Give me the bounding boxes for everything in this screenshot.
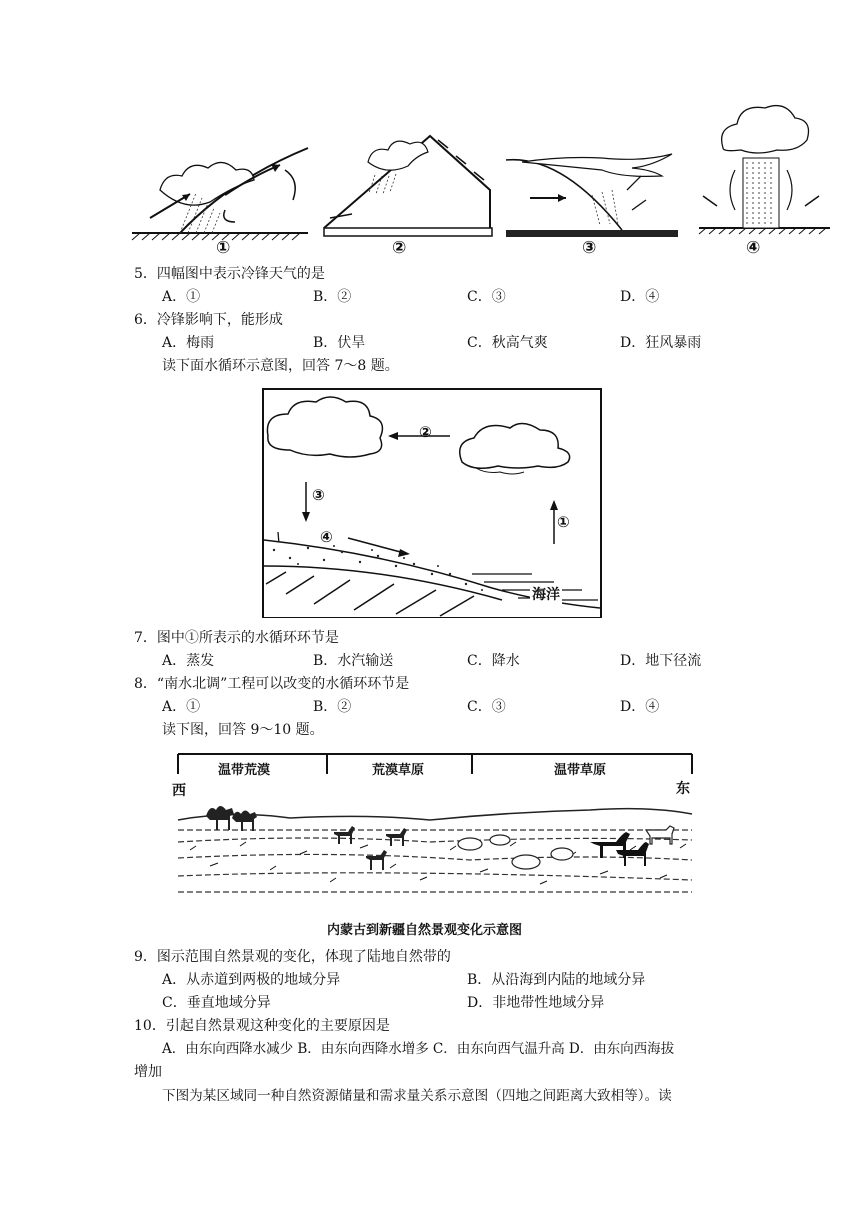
fronts-figure bbox=[120, 100, 840, 265]
front-label-1: ① bbox=[216, 238, 231, 258]
q6-option-d: D．狂风暴雨 bbox=[620, 335, 702, 351]
q5-option-c: C．③ bbox=[467, 289, 506, 305]
water-label-4: ④ bbox=[320, 528, 333, 546]
water-label-1: ① bbox=[557, 513, 570, 531]
zone-desert-steppe: 荒漠草原 bbox=[372, 763, 425, 778]
q6-option-c: C．秋高气爽 bbox=[467, 335, 548, 351]
front-panel-4 bbox=[699, 106, 830, 234]
front-label-2: ② bbox=[392, 238, 407, 258]
front-label-4: ④ bbox=[746, 238, 761, 258]
q7-stem: 7．图中①所表示的水循环环节是 bbox=[134, 630, 339, 646]
q9-stem: 9．图示范围自然景观的变化，体现了陆地自然带的 bbox=[134, 949, 451, 965]
zone-temperate-desert: 温带荒漠 bbox=[218, 763, 271, 778]
q6-option-b: B．伏旱 bbox=[313, 335, 366, 351]
q8-stem: 8．“南水北调”工程可以改变的水循环环节是 bbox=[134, 676, 410, 692]
intro-next-figure: 下图为某区域同一种自然资源储量和需求量关系示意图（四地之间距离大致相等）。读 bbox=[162, 1088, 672, 1104]
q9-option-d: D．非地带性地域分异 bbox=[467, 995, 605, 1011]
water-cycle-figure bbox=[262, 388, 602, 620]
q6-stem: 6．冷锋影响下，能形成 bbox=[134, 312, 283, 328]
east-label: 东 bbox=[676, 781, 690, 797]
q9-option-a: A．从赤道到两极的地域分异 bbox=[162, 972, 341, 988]
q5-option-d: D．④ bbox=[620, 289, 660, 305]
front-panel-1 bbox=[132, 148, 308, 240]
ocean-label: 海洋 bbox=[530, 584, 562, 604]
q9-option-b: B．从沿海到内陆的地域分异 bbox=[467, 972, 646, 988]
water-label-2: ② bbox=[419, 423, 432, 441]
q8-option-d: D．④ bbox=[620, 699, 660, 715]
landscape-caption: 内蒙古到新疆自然景观变化示意图 bbox=[327, 923, 523, 938]
intro-7-8: 读下面水循环示意图，回答 7～8 题。 bbox=[162, 358, 399, 374]
q9-option-c: C．垂直地域分异 bbox=[162, 995, 271, 1011]
zone-temperate-steppe: 温带草原 bbox=[554, 763, 607, 778]
q10-options: A．由东向西降水减少 B．由东向西降水增多 C．由东向西气温升高 D．由东向西海拔 bbox=[162, 1041, 675, 1057]
front-panel-2 bbox=[324, 136, 492, 236]
q5-option-b: B．② bbox=[313, 289, 352, 305]
water-label-3: ③ bbox=[312, 486, 325, 504]
front-label-3: ③ bbox=[582, 238, 597, 258]
q8-option-b: B．② bbox=[313, 699, 352, 715]
q8-option-c: C．③ bbox=[467, 699, 506, 715]
q5-option-a: A．① bbox=[162, 289, 201, 305]
q8-option-a: A．① bbox=[162, 699, 201, 715]
q5-stem: 5．四幅图中表示冷锋天气的是 bbox=[134, 266, 325, 282]
q10-options-wrap: 增加 bbox=[134, 1064, 162, 1080]
q10-stem: 10．引起自然景观这种变化的主要原因是 bbox=[134, 1018, 390, 1034]
q6-option-a: A．梅雨 bbox=[162, 335, 215, 351]
front-panel-3 bbox=[506, 154, 678, 237]
q7-option-a: A．蒸发 bbox=[162, 653, 215, 669]
q7-option-c: C．降水 bbox=[467, 653, 520, 669]
west-label: 西 bbox=[172, 783, 186, 799]
landscape-figure bbox=[170, 750, 700, 940]
intro-9-10: 读下图，回答 9～10 题。 bbox=[162, 722, 324, 738]
q7-option-b: B．水汽输送 bbox=[313, 653, 394, 669]
q7-option-d: D．地下径流 bbox=[620, 653, 702, 669]
